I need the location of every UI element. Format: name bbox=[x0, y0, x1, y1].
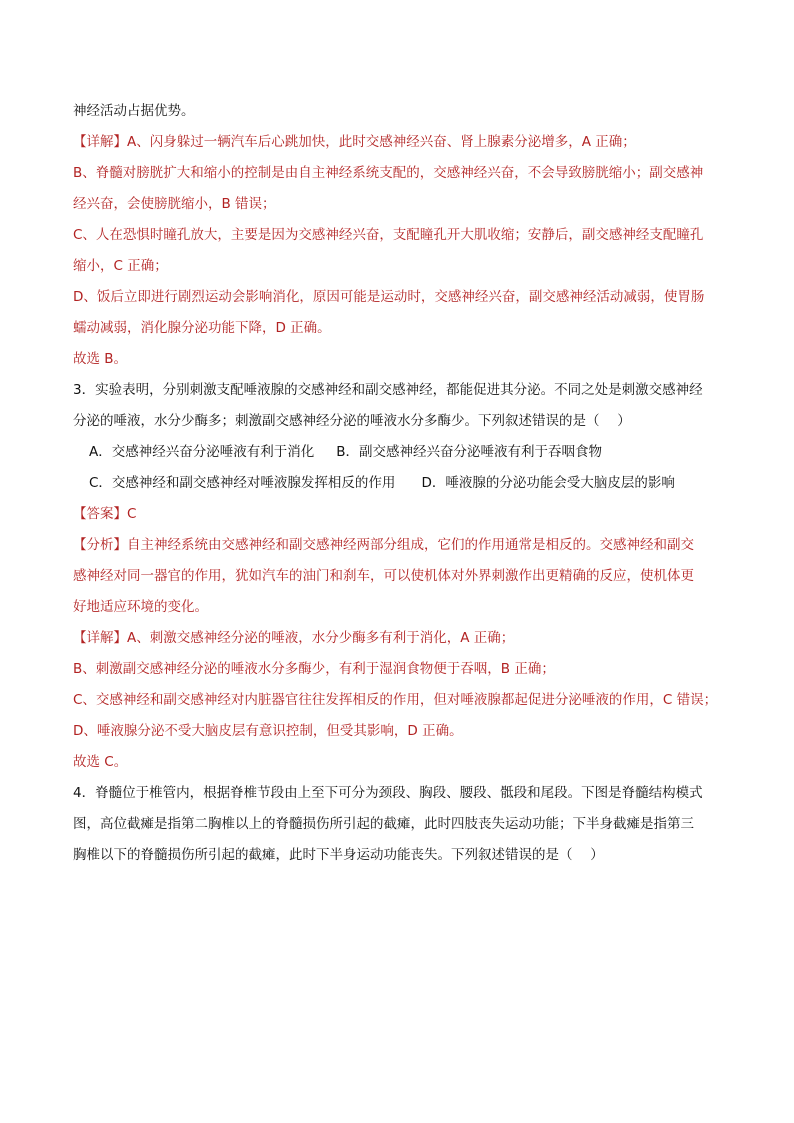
page-content bbox=[73, 96, 723, 871]
answer-label: 【答案】 bbox=[73, 506, 127, 522]
choose-answer: 故选 C。 bbox=[73, 754, 128, 770]
text-line: 神经活动占据优势。 bbox=[73, 103, 195, 119]
question-4-stem-line1: 4．脊髓位于椎管内，根据脊椎节段由上至下可分为颈段、胸段、腰段、骶段和尾段。下图是脊髓结构模式 bbox=[73, 785, 703, 801]
analysis-text: 自主神经系统由交感神经和副交感神经两部分组成，它们的作用通常是相反的。交感神经和副交 bbox=[127, 537, 694, 553]
option-d: D．唾液腺的分泌功能会受大脑皮层的影响 bbox=[421, 475, 675, 491]
option-b: B．副交感神经兴奋分泌唾液有利于吞咽食物 bbox=[336, 444, 603, 460]
question-3-stem-line2: 分泌的唾液，水分少酶多；刺激副交感神经分泌的唾液水分多酶少。下列叙述错误的是（ ） bbox=[73, 413, 631, 429]
answer-value: C bbox=[127, 506, 137, 522]
analysis-line2: 感神经对同一器官的作用，犹如汽车的油门和刹车，可以使机体对外界刺激作出更精确的反应，使机体更 bbox=[73, 568, 694, 584]
detail-item-a: A、刺激交感神经分泌的唾液，水分少酶多有利于消化，A 正确； bbox=[127, 630, 515, 646]
detail-label: 【详解】 bbox=[73, 134, 127, 150]
detail-item-c: C、交感神经和副交感神经对内脏器官往往发挥相反的作用，但对唾液腺都起促进分泌唾液的作用，C 错误； bbox=[73, 692, 718, 708]
question-3-options-row1 bbox=[73, 437, 723, 468]
question-4-stem-line2: 图，高位截瘫是指第二胸椎以上的脊髓损伤所引起的截瘫，此时四肢丧失运动功能；下半身截瘫是指第三 bbox=[73, 816, 694, 832]
question-4-stem-line3: 胸椎以下的脊髓损伤所引起的截瘫，此时下半身运动功能丧失。下列叙述错误的是（ ） bbox=[73, 847, 604, 863]
answer-line bbox=[73, 499, 723, 530]
choose-answer: 故选 B。 bbox=[73, 351, 128, 367]
analysis-label: 【分析】 bbox=[73, 537, 127, 553]
detail-item-b-line1: B、脊髓对膀胱扩大和缩小的控制是由自主神经系统支配的，交感神经兴奋，不会导致膀胱缩小；副交感神 bbox=[73, 165, 704, 181]
detail-item-b-line2: 经兴奋，会使膀胱缩小，B 错误； bbox=[73, 196, 276, 212]
question-3-stem-line1: 3．实验表明，分别刺激支配唾液腺的交感神经和副交感神经，都能促进其分泌。不同之处是刺激交感神经 bbox=[73, 382, 703, 398]
detail-item-a: A、闪身躲过一辆汽车后心跳加快，此时交感神经兴奋、肾上腺素分泌增多，A 正确； bbox=[127, 134, 636, 150]
analysis-line1 bbox=[73, 530, 723, 561]
detail-item-d-line1: D、饭后立即进行剧烈运动会影响消化，原因可能是运动时，交感神经兴奋，副交感神经活动减弱，使胃肠 bbox=[73, 289, 705, 305]
question-3-options-row2 bbox=[73, 468, 723, 499]
detail-item-c-line2: 缩小，C 正确； bbox=[73, 258, 168, 274]
detail-paragraph-q3 bbox=[73, 623, 723, 654]
detail-paragraph bbox=[73, 127, 723, 158]
detail-item-d-line2: 蠕动减弱，消化腺分泌功能下降，D 正确。 bbox=[73, 320, 331, 336]
option-c: C．交感神经和副交感神经对唾液腺发挥相反的作用 bbox=[89, 475, 396, 491]
detail-item-c-line1: C、人在恐惧时瞳孔放大，主要是因为交感神经兴奋，支配瞳孔开大肌收缩；安静后，副交感神经支配瞳孔 bbox=[73, 227, 704, 243]
option-a: A．交感神经兴奋分泌唾液有利于消化 bbox=[89, 444, 315, 460]
detail-label: 【详解】 bbox=[73, 630, 127, 646]
detail-item-b: B、刺激副交感神经分泌的唾液水分多酶少，有利于湿润食物便于吞咽，B 正确； bbox=[73, 661, 555, 677]
detail-item-d: D、唾液腺分泌不受大脑皮层有意识控制，但受其影响，D 正确。 bbox=[73, 723, 463, 739]
analysis-line3: 好地适应环境的变化。 bbox=[73, 599, 208, 615]
